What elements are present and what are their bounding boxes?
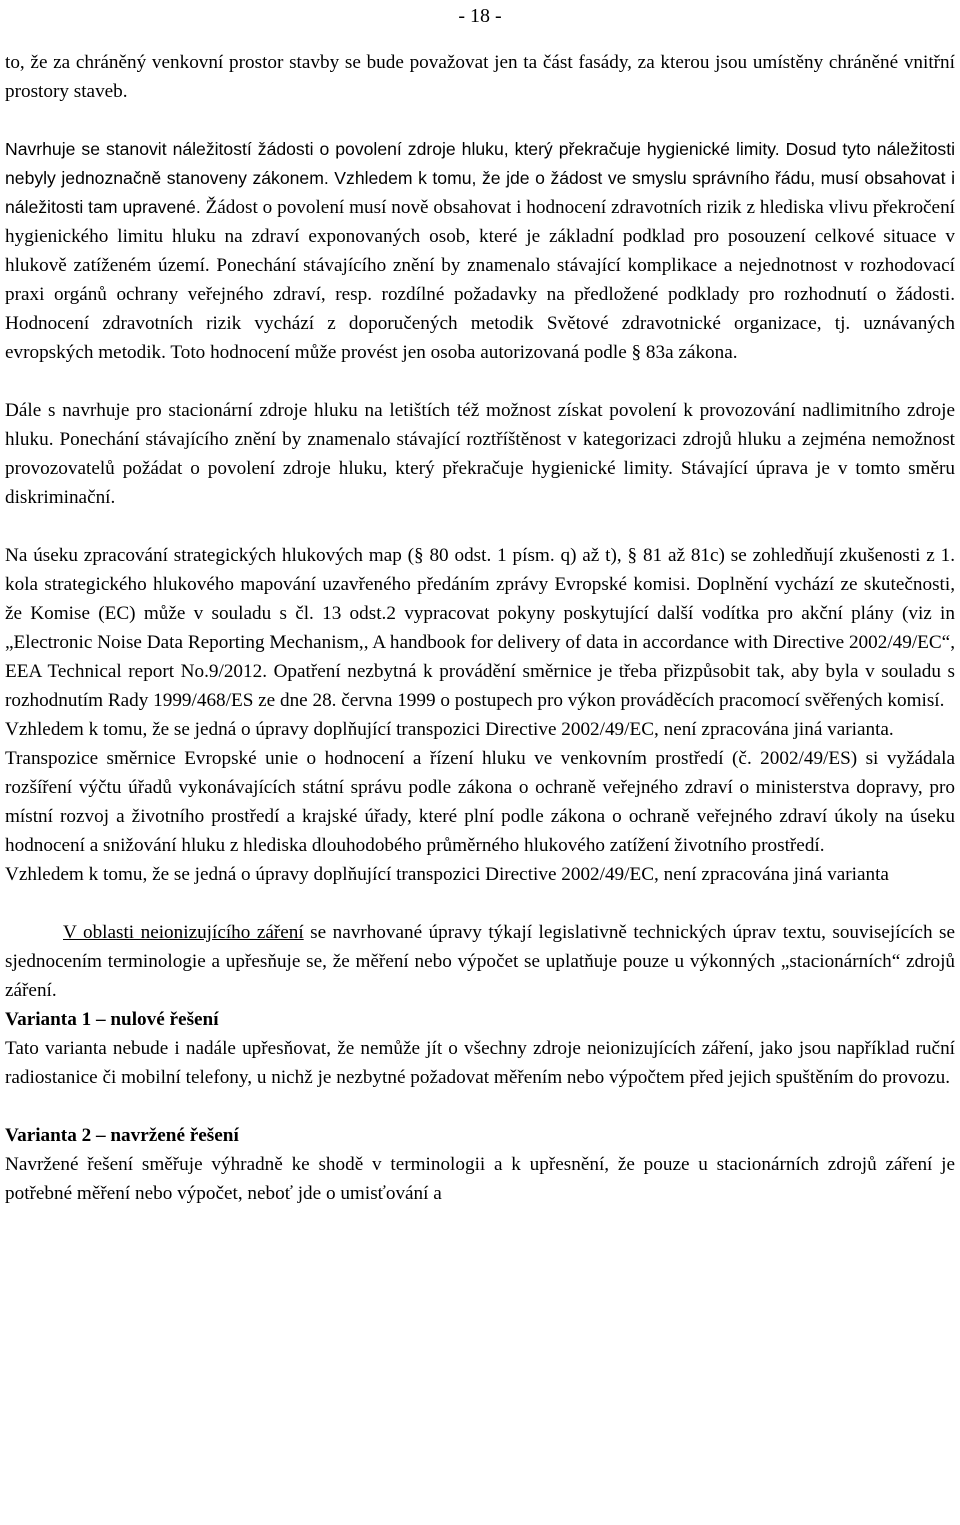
paragraph-non-ionizing	[5, 918, 955, 1005]
paragraph-gap	[5, 1092, 955, 1121]
paragraph-transposition: Transpozice směrnice Evropské unie o hodnocení a řízení hluku ve venkovním prostředí (č. 2002/49/ES) si vyžádala rozšíření výčtu úřadů vykonávajících státní správu podle zákona o ochraně veřejného zdraví o ministerstva dopravy, pro místní rozvoj a životního prostředí a krajské úřady, které plní podle zákona o ochraně veřejného zdraví úkoly na úseku hodnocení a snižování hluku z hlediska dlouhodobého průměrného hlukového zatížení životního prostředí.	[5, 748, 955, 856]
variant-1-heading: Varianta 1 – nulové řešení	[5, 1009, 219, 1030]
paragraph-gap	[5, 512, 955, 541]
paragraph-noise-permit	[5, 135, 955, 367]
paragraph-protected-space: to, že za chráněný venkovní prostor stavby se bude považovat jen ta část fasády, za kterou jsou umístěny chráněné vnitřní prostory staveb.	[5, 52, 955, 102]
paragraph-no-alternative-1: Vzhledem k tomu, že se jedná o úpravy doplňující transpozici Directive 2002/49/EC, není zpracována jiná varianta.	[5, 719, 894, 740]
variant-1-text: Tato varianta nebude i nadále upřesňovat, že nemůže jít o všechny zdroje neionizujících záření, jako jsou například ruční radiostanice či mobilní telefony, u nichž je nezbytné požadovat měřením nebo výpočtem před jejich spuštěním do provozu.	[5, 1038, 955, 1088]
paragraph-no-alternative-2: Vzhledem k tomu, že se jedná o úpravy doplňující transpozici Directive 2002/49/EC, není zpracována jiná varianta	[5, 864, 889, 885]
paragraph-gap	[5, 367, 955, 396]
paragraph-noise-permit-part-a: Navrhuje se stanovit náležitostí žádosti o povolení zdroje hluku, který překračuje hygienické limity. Dosud tyto náležitosti nebyly jednoznačně stanoveny zákonem. Vzhledem k tomu, že jde o žádost ve smyslu správního řádu, musí obsahovat i náležitosti tam upravené.	[5, 139, 955, 217]
paragraph-airports: Dále s navrhuje pro stacionární zdroje hluku na letištích též možnost získat povolení k provozování nadlimitního zdroje hluku. Ponechání stávajícího znění by znamenalo stávající roztříštěnost v kategorizaci zdrojů hluku a zejména nemožnost provozovatelů požádat o povolení zdroje hluku, který překračuje hygienické limity. Stávající úprava je v tomto směru diskriminační.	[5, 400, 955, 508]
non-ionizing-heading-underlined: V oblasti neionizujícího záření	[63, 922, 304, 943]
variant-2-heading: Varianta 2 – navržené řešení	[5, 1125, 239, 1146]
paragraph-gap	[5, 106, 955, 135]
paragraph-gap	[5, 889, 955, 918]
variant-2-text: Navržené řešení směřuje výhradně ke shodě v terminologii a k upřesnění, že pouze u stacionárních zdrojů záření je potřebné měření nebo výpočet, neboť jde o umisťování a	[5, 1154, 955, 1204]
paragraph-noise-permit-part-c: Ponechání stávajícího znění by znamenalo stávající komplikace a nejednotnost v rozhodovací praxi orgánů ochrany veřejného zdraví, resp. rozdílné požadavky na předložené podklady pro rozhodnutí o žádosti. Hodnocení zdravotních rizik vychází z doporučených metodik Světové zdravotnické organizace, tj. uznávaných evropských metodik. Toto hodnocení může provést jen osoba autorizovaná podle § 83a zákona.	[5, 255, 955, 363]
page-number: - 18 -	[458, 5, 502, 27]
non-ionizing-text: se navrhované úpravy týkají legislativně technických úprav textu, souvisejících se sjednocením terminologie a upřesňuje se, že měření nebo výpočet se uplatňuje pouze u výkonných „stacionárních“ zdrojů záření.	[5, 922, 955, 1001]
paragraph-noise-maps: Na úseku zpracování strategických hlukových map (§ 80 odst. 1 písm. q) až t), § 81 až 81c) se zohledňují zkušenosti z 1. kola strategického hlukového mapování uzavřeného předáním zprávy Evropské komisi. Doplnění vychází ze skutečnosti, že Komise (EC) může v souladu s čl. 13 odst.2 vypracovat pokyny poskytující další vodítka pro akční plány (viz in „Electronic Noise Data Reporting Mechanism,, A handbook for delivery of data in accordance with Directive 2002/49/EC“, EEA Technical report No.9/2012. Opatření nezbytná k provádění směrnice je třeba přizpůsobit tak, aby byla v souladu s rozhodnutím Rady 1999/468/ES ze dne 28. června 1999 o postupech pro výkon prováděcích pracomocí svěřených komisí.	[5, 545, 955, 711]
paragraph-noise-permit-part-b: Žádost o povolení musí nově obsahovat i hodnocení zdravotních rizik z hlediska vlivu překročení hygienického limitu hluku na zdraví exponovaných osob, které je základní podklad pro posouzení celkové situace v hlukově zatíženém území.	[5, 197, 955, 276]
